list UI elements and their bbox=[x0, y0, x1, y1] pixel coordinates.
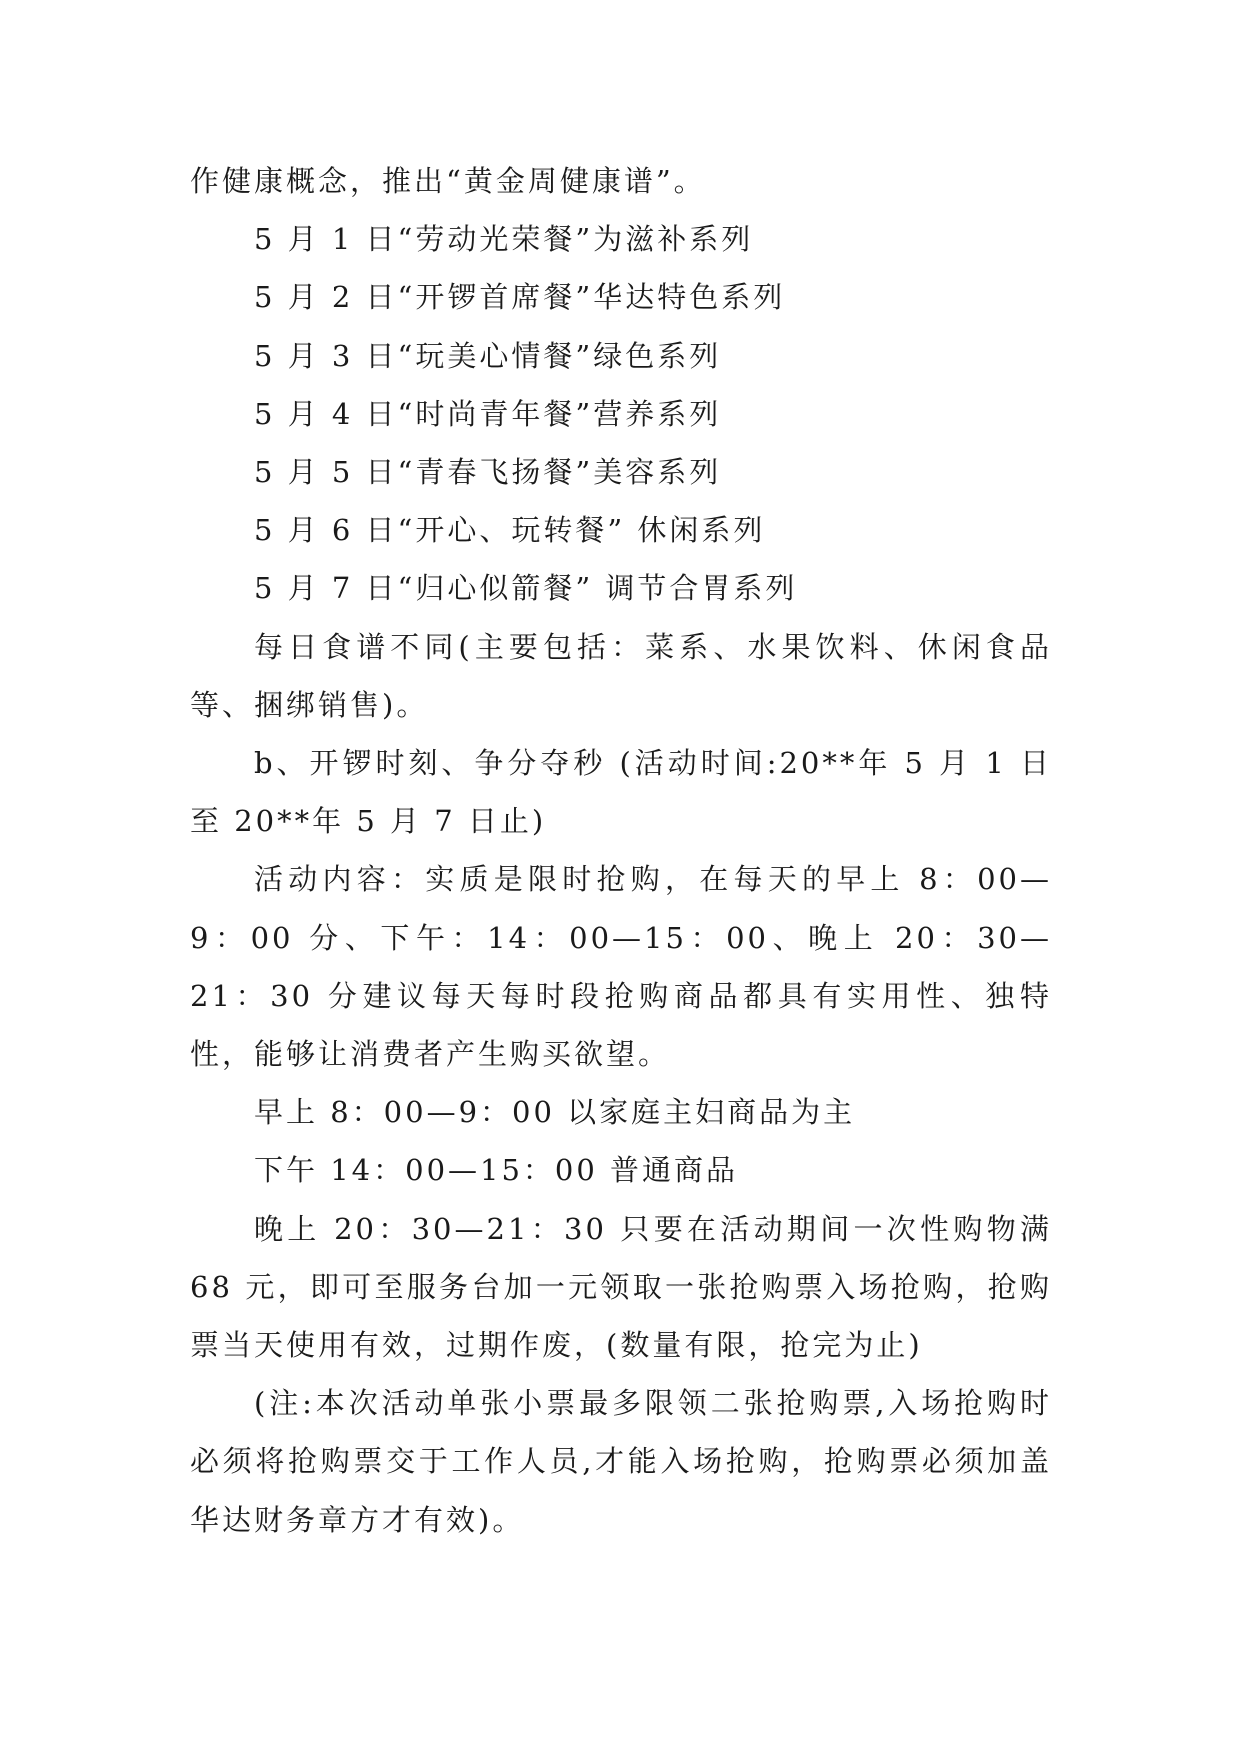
document-body bbox=[190, 152, 1052, 1549]
paragraph-note: (注:本次活动单张小票最多限领二张抢购票,入场抢购时必须将抢购票交于工作人员,才能入场抢购，抢购票必须加盖华达财务章方才有效)。 bbox=[190, 1386, 1052, 1537]
paragraph-afternoon-slot: 下午 14：00—15：00 普通商品 bbox=[254, 1153, 739, 1188]
menu-item-may-2: 5 月 2 日“开锣首席餐”华达特色系列 bbox=[254, 280, 786, 315]
paragraph-daily-menu: 每日食谱不同(主要包括：菜系、水果饮料、休闲食品等、捆绑销售)。 bbox=[190, 629, 1052, 722]
paragraph-activity-b: b、开锣时刻、争分夺秒 (活动时间:20**年 5 月 1 日至 20**年 5 月 7 日止) bbox=[190, 746, 1052, 839]
menu-item-may-4: 5 月 4 日“时尚青年餐”营养系列 bbox=[254, 396, 722, 431]
paragraph-intro: 作健康概念，推出“黄金周健康谱”。 bbox=[190, 164, 706, 198]
menu-item-may-6: 5 月 6 日“开心、玩转餐” 休闲系列 bbox=[254, 513, 766, 548]
paragraph-morning-slot: 早上 8：00—9：00 以家庭主妇商品为主 bbox=[254, 1095, 856, 1130]
menu-item-may-5: 5 月 5 日“青春飞扬餐”美容系列 bbox=[254, 455, 722, 490]
menu-item-may-7: 5 月 7 日“归心似箭餐” 调节合胃系列 bbox=[254, 571, 798, 606]
paragraph-activity-content: 活动内容：实质是限时抢购，在每天的早上 8：00—9：00 分、下午：14：00—15：00、晚上 20：30—21：30 分建议每天每时段抢购商品都具有实用性、独特性，能够让消费者产生购买欲望。 bbox=[190, 862, 1052, 1072]
menu-item-may-3: 5 月 3 日“玩美心情餐”绿色系列 bbox=[254, 338, 722, 373]
paragraph-evening-slot: 晚上 20：30—21：30 只要在活动期间一次性购物满 68 元，即可至服务台加一元领取一张抢购票入场抢购，抢购票当天使用有效，过期作废，(数量有限，抢完为止) bbox=[190, 1211, 1052, 1363]
menu-item-may-1: 5 月 1 日“劳动光荣餐”为滋补系列 bbox=[254, 222, 754, 257]
